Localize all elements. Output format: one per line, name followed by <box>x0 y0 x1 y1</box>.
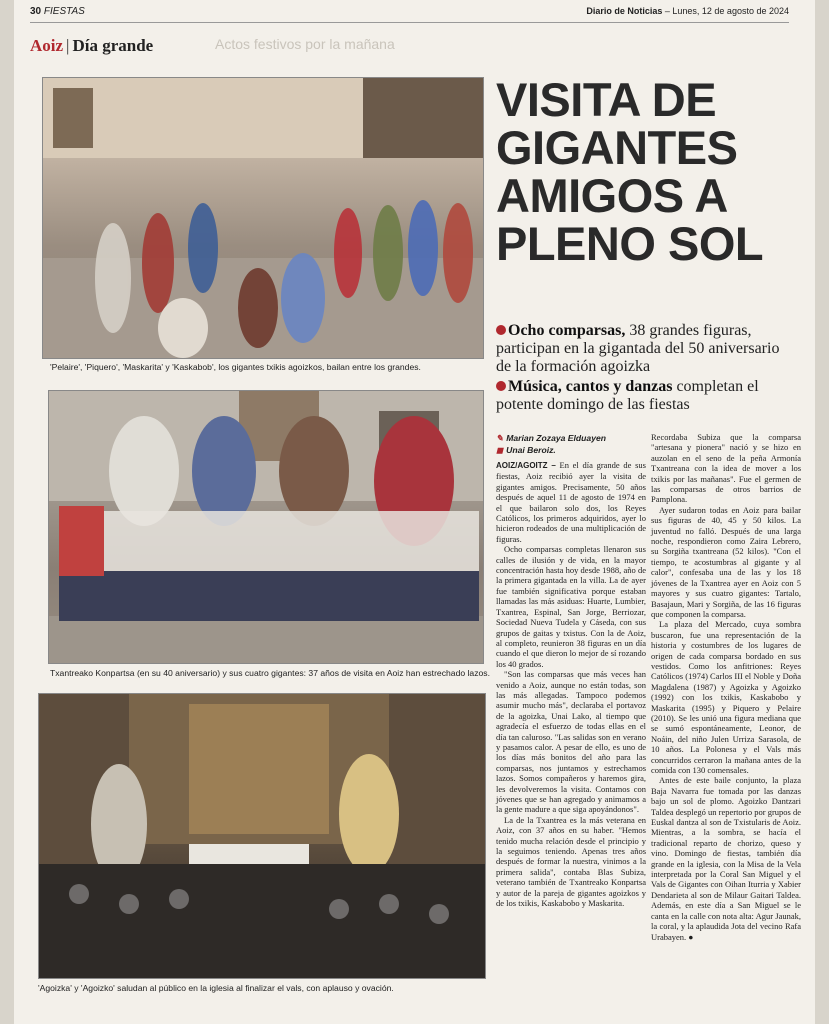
section-separator: | <box>66 36 70 55</box>
author-line: ✎ Marian Zozaya Elduayen <box>496 433 607 443</box>
section-town: Aoiz <box>30 36 64 55</box>
lead-item: Música, cantos y danzas completan el potente domingo de las fiestas <box>496 378 759 413</box>
author-line: ◼ Unai Beroiz. <box>496 445 556 455</box>
article-authors <box>496 432 609 456</box>
article-lead <box>496 322 796 416</box>
page-section: FIESTAS <box>43 6 85 17</box>
body-paragraph: "Son las comparsas que más veces han venido a Aoiz, aunque no están todas, son las más allegadas. Tampoco podemos asumir mucho más", declaraba el portavoz de la agoizka, Unai Lako, al tiempo que agradecía el esfuerzo de todas ellas en el día tan caluroso. "Las salidas son en verano y pasamos calor. A pesar de ello, es uno de los días más bonitos del año para las comparsas, nos juntamos y estrechamos lazos. Somos compañeros y haremos gira, les devolveremos la visita. Contamos con jóvenes que se han agregado y animamos a la gente madure a que siga apoyándonos". <box>496 669 646 815</box>
bleed-through-text: Actos festivos por la mañana <box>215 36 395 52</box>
body-paragraph: Ocho comparsas completas llenaron sus calles de ilusión y de vida, en la mayor concentración hasta hoy desde 1988, año de la primera gigantada en la villa. La de ayer fue también significativa porque estaban llamadas las más asiduas: Huarte, Lumbier, Txantrea, Espinal, San Jorge, Berriozar, Sociedad Nueva Tudela y Cáseda, con sus grupos de gaitas y txistus. Con la de Aoiz, al completo, reunieron 38 figuras en un día cuando el que dieron lo mejor de sí rozando los 40 grados. <box>496 544 646 669</box>
page-number: 30 FIESTAS <box>30 6 85 17</box>
section-subsection: Día grande <box>72 36 154 55</box>
issue-date: Lunes, 12 de agosto de 2024 <box>672 6 789 16</box>
section-label <box>30 36 153 56</box>
photo-church-waltz-illustration <box>39 694 485 978</box>
header-rule <box>30 22 789 23</box>
photo-txantrea-group <box>48 390 484 664</box>
body-paragraph: La de la Txantrea es la más veterana en Aoiz, con 37 años en su haber. "Hemos tenido mucha relación desde el principio y la seguimos teniendo. Apenas tres años después de formar la nuestra, vinimos a la primera salida", contaba Blas Subiza, veterano también de Txantreako Konpartsa y autor de la pareja de gigantes agoizkos y de los txikis, Kaskabobo y Maskarita. <box>496 814 646 909</box>
photo-giants-dancing <box>42 77 484 359</box>
article-column-2 <box>651 432 801 942</box>
photo-caption: 'Agoizka' y 'Agoizko' saludan al público en la iglesia al finalizar el vals, con aplauso y ovación. <box>38 983 394 993</box>
photo-txantrea-group-illustration <box>49 391 483 663</box>
lead-item: Ocho comparsas, 38 grandes figuras, participan en la gigantada del 50 aniversario de la formación agoizka <box>496 322 780 375</box>
bullet-dot-icon <box>496 325 506 335</box>
body-paragraph: La plaza del Mercado, cuya sombra buscaron, fue una representación de la historia y costumbres de los lugares de origen de cada comparsa bordado en sus vestidos. Como los anfitriones: Reyes Católicos (1974) Carlos III el Noble y Doña Magdalena (1987) y Agoizka y Agoizko (1992) con los txikis, Kaskabobo y Maskarita (1995) y Piquero y Pelaire (2010). Se les unió una figura mediana que se sumó espontáneamente, Leonor, de Noáin, del niño Julen Urriza Sarasola, de 10 años. La Polonesa y el Vals más concurridos cerraron la mañana antes de la comida con 130 comensales. <box>651 619 801 775</box>
body-paragraph: Ayer sudaron todas en Aoiz para bailar sus figuras de 40, 45 y 50 kilos. La juventud no falló. Después de una larga noche, respondieron como Zaira Lebrero, su Sorgiña txantreana (52 kilos). "Con el tiempo, te acostumbras al gigante y al calor", confesaba una de las y los 18 jóvenes de la Txantrea ayer en Aoiz con 5 mayores y sus cuatro gigantes: Tartalo, Basajaun, Mari y Sorgiña, de las 16 figuras que componen la comparsa. <box>651 504 801 619</box>
byline-mark-icon: ✎ <box>496 433 504 443</box>
body-paragraph: Antes de este baile conjunto, la plaza Baja Navarra fue tomada por las danzas bajo un sol de plomo. Agoizko Dantzari Taldea desplegó un repertorio por grupos de Euskal dantza al son de Txistularis de Aoiz. Mientras, a la sombra, se hacía el tradicional reparto de chorizo, queso y vino. Domingo de fiestas, también día grande en la iglesia, con la Misa de la Vela interpretada por la Coral San Miguel y el Vals de Gigantes con Oihan Iturria y Xabier Dendarieta al son de Milaur Gaitari Taldea. Además, en este día a San Miguel se le canta en la calle con nota alta: Agur Jaunak, la coral, y la aplaudida Jota del vecino Rafa Urabayen. ● <box>651 775 801 942</box>
photo-caption: 'Pelaire', 'Piquero', 'Maskarita' y 'Kaskabob', los gigantes txikis agoizkos, bailan entre los grandes. <box>50 362 421 372</box>
photo-giants-dancing-illustration <box>43 78 483 358</box>
article-column-1 <box>496 460 646 908</box>
body-paragraph: Recordaba Subiza que la comparsa "artesana y pionera" nació y se hizo en auzolan en el seno de la peña Armonía Txantreana con la idea de mover a los txikis por las mañanas". Fue el germen de las comparsas de otros barrios de Pamplona. <box>651 432 801 505</box>
bullet-dot-icon <box>496 381 506 391</box>
body-paragraph: AOIZ/AGOITZ – En el día grande de sus fiestas, Aoiz recibió ayer la visita de gigantes amigos. Precisamente, 50 años después de aquel 11 de agosto de 1974 en el que bailaron solo dos, los Reyes Católicos, los primeros adquiridos, ayer lo hicieron rodeados de una multiplicación de figuras. <box>496 460 646 544</box>
dateline: AOIZ/AGOITZ – <box>496 461 556 470</box>
camera-icon: ◼ <box>496 445 504 455</box>
newspaper-name: Diario de Noticias <box>586 6 663 16</box>
article-headline: VISITA DE GIGANTES AMIGOS A PLENO SOL <box>496 73 764 270</box>
header-right: Diario de Noticias – Lunes, 12 de agosto de 2024 <box>586 6 789 16</box>
photo-church-waltz <box>38 693 486 979</box>
photo-caption: Txantreako Konpartsa (en su 40 aniversario) y sus cuatro gigantes: 37 años de visita en Aoiz han estrechado lazos. <box>50 668 490 678</box>
page-header <box>30 6 789 22</box>
